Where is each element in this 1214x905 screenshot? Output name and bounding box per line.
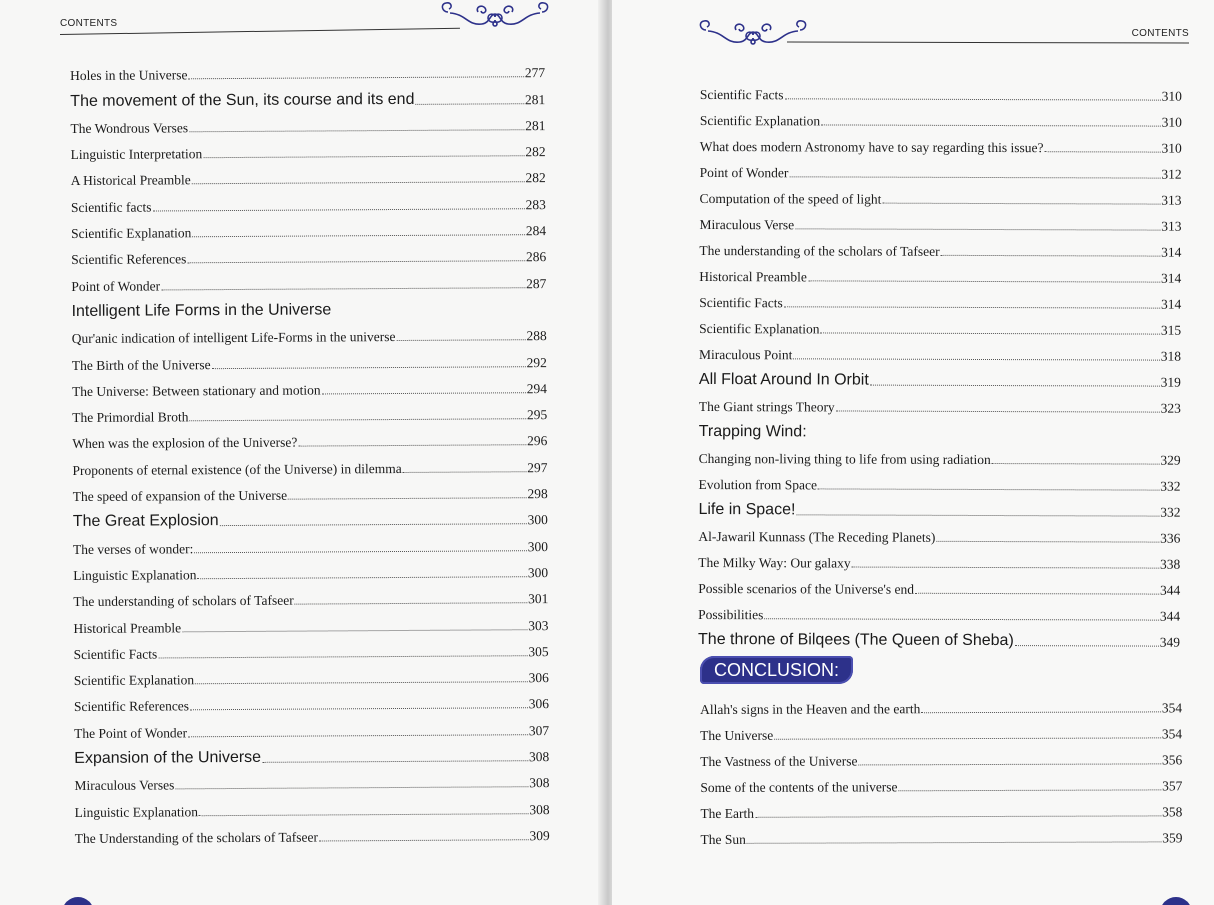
toc-page-number: 344: [1159, 608, 1181, 624]
toc-entry-title: Historical Preamble: [73, 619, 182, 636]
dot-leader: [821, 123, 1160, 126]
toc-page-number: 344: [1159, 582, 1181, 598]
toc-list-left: [70, 55, 550, 847]
toc-list-right: [698, 77, 1182, 651]
dot-leader: [288, 496, 526, 499]
dot-leader: [203, 154, 524, 158]
toc-page-number: 283: [525, 196, 546, 213]
toc-entry[interactable]: [71, 187, 546, 216]
dot-leader: [319, 838, 529, 841]
dot-leader: [852, 566, 1159, 569]
conclusion-section-badge: CONCLUSION:: [700, 656, 853, 684]
toc-entry[interactable]: [699, 337, 1181, 365]
toc-entry[interactable]: [699, 259, 1181, 287]
toc-entry-title: Point of Wonder: [71, 278, 161, 294]
toc-entry-title: The Sun: [700, 831, 746, 847]
toc-entry-title: The verses of wonder:: [72, 540, 194, 557]
toc-entry-title: Some of the contents of the universe: [700, 779, 898, 795]
toc-page-number: 286: [525, 249, 547, 265]
toc-entry-title: Miraculous Point: [699, 346, 793, 363]
dot-leader: [836, 409, 1160, 412]
toc-page-number: 287: [526, 275, 547, 291]
toc-entry[interactable]: [73, 528, 548, 557]
toc-page-number: 323: [1160, 400, 1181, 416]
toc-entry[interactable]: [700, 77, 1182, 105]
toc-page-number: 300: [527, 565, 549, 581]
toc-entry-title: The movement of the Sun, its course and its end: [70, 90, 415, 110]
toc-entry-title: Scientific Facts: [699, 294, 783, 311]
toc-page-number: 292: [526, 354, 547, 370]
toc-entry[interactable]: [699, 207, 1181, 235]
toc-page-number: 332: [1160, 478, 1181, 494]
dot-leader: [158, 654, 527, 658]
toc-entry[interactable]: [73, 476, 548, 505]
toc-page-number: 306: [528, 670, 549, 686]
dot-leader: [322, 391, 526, 394]
toc-page-number: 312: [1161, 166, 1182, 182]
dot-leader: [262, 759, 528, 763]
toc-page-number: 314: [1161, 244, 1182, 260]
header-rule-left: [60, 28, 460, 35]
toc-entry-title: Al-Jawaril Kunnass (The Receding Planets): [698, 528, 936, 545]
toc-page-number: 282: [525, 170, 546, 186]
right-page: [612, 0, 1214, 905]
toc-entry-title: Possibilities: [698, 606, 764, 623]
toc-entry-title: Linguistic Interpretation: [70, 146, 203, 163]
toc-page-number: 314: [1160, 296, 1182, 312]
dot-leader: [818, 487, 1159, 490]
toc-entry[interactable]: [70, 134, 545, 163]
toc-entry-title: Scientific References: [71, 251, 187, 268]
toc-entry[interactable]: [700, 794, 1182, 822]
toc-entry-title: The Earth: [700, 805, 755, 821]
toc-page-number: 310: [1161, 140, 1182, 156]
toc-entry-title: Scientific Facts: [73, 646, 158, 662]
toc-entry[interactable]: [699, 233, 1181, 261]
toc-entry[interactable]: [72, 397, 547, 426]
toc-page-number: 349: [1159, 634, 1181, 650]
toc-entry[interactable]: [73, 581, 548, 610]
toc-entry[interactable]: [72, 371, 547, 400]
toc-entry[interactable]: [700, 716, 1182, 744]
toc-page-number: 313: [1161, 192, 1182, 208]
toc-entry-title: The Milky Way: Our galaxy: [698, 554, 851, 571]
toc-page-number: 314: [1161, 270, 1182, 286]
dot-leader: [194, 549, 526, 553]
dot-leader: [192, 233, 524, 237]
toc-entry[interactable]: [72, 318, 547, 347]
dot-leader: [808, 279, 1160, 282]
toc-page-number: 359: [1162, 830, 1183, 846]
dot-leader: [192, 181, 525, 185]
toc-page-number: 281: [524, 91, 546, 107]
dot-leader: [190, 707, 528, 711]
toc-entry-title: The speed of expansion of the Universe: [72, 487, 288, 505]
toc-entry-title: Possible scenarios of the Universe's end: [698, 580, 915, 597]
dot-leader: [403, 470, 527, 473]
dot-leader: [188, 733, 528, 737]
dot-leader: [295, 601, 527, 604]
toc-entry[interactable]: [699, 285, 1181, 313]
toc-page-number: 277: [524, 65, 546, 81]
toc-entry[interactable]: [72, 423, 547, 452]
toc-entry-title: The understanding of the scholars of Tafseer: [699, 242, 940, 259]
toc-page-number: 310: [1161, 88, 1182, 104]
dot-leader: [747, 840, 1161, 843]
toc-section-heading[interactable]: [698, 623, 1180, 651]
toc-entry[interactable]: [698, 571, 1180, 599]
toc-page-number: 332: [1160, 504, 1181, 520]
toc-entry-title: The Great Explosion: [72, 512, 219, 531]
toc-section-heading[interactable]: [699, 415, 1181, 443]
dot-leader: [1045, 150, 1161, 152]
dot-leader: [161, 286, 525, 290]
toc-entry-title: Expansion of the Universe: [74, 748, 262, 768]
toc-entry[interactable]: [74, 791, 549, 820]
toc-page-number: 297: [527, 459, 548, 475]
toc-entry[interactable]: [71, 160, 546, 189]
dot-leader: [220, 523, 527, 527]
toc-list-conclusion: [700, 690, 1183, 848]
toc-entry-title: The understanding of scholars of Tafseer: [73, 592, 294, 610]
header-rule-right: [787, 41, 1189, 43]
toc-page-number: 305: [528, 643, 549, 660]
toc-entry-title: The Primordial Broth: [72, 409, 189, 426]
toc-page-number: 310: [1161, 114, 1182, 130]
toc-section-heading[interactable]: [699, 363, 1181, 391]
dot-leader: [1015, 644, 1159, 647]
toc-entry[interactable]: [70, 55, 545, 84]
toc-page-number: 284: [525, 223, 547, 239]
toc-entry-title: Allah's signs in the Heaven and the earth: [700, 701, 921, 717]
left-page: [0, 0, 603, 905]
flourish-ornament-icon: [696, 18, 810, 50]
toc-entry-title: All Float Around In Orbit: [698, 370, 869, 389]
toc-entry[interactable]: [72, 344, 547, 373]
toc-page-number: 336: [1160, 530, 1181, 546]
toc-entry-title: The Giant strings Theory: [698, 398, 835, 415]
dot-leader: [941, 254, 1161, 257]
dot-leader: [182, 628, 527, 632]
dot-leader: [870, 384, 1160, 387]
toc-entry-title: The Universe: Between stationary and motion: [71, 382, 321, 399]
toc-page-number: 282: [525, 144, 546, 160]
toc-entry[interactable]: [699, 389, 1181, 417]
toc-entry-title: The Universe: [700, 727, 774, 743]
toc-entry-title: Linguistic Explanation: [73, 567, 197, 583]
dot-leader: [992, 462, 1160, 465]
dot-leader: [808, 436, 1180, 438]
toc-page-number: 294: [526, 380, 548, 397]
dot-leader: [212, 365, 526, 369]
toc-page-number: 308: [529, 801, 550, 817]
dot-leader: [415, 102, 524, 105]
toc-entry-title: Trapping Wind:: [698, 422, 807, 441]
toc-page-number: 288: [526, 328, 547, 344]
toc-entry[interactable]: [700, 690, 1182, 718]
toc-entry-title: Proponents of eternal existence (of the Universe) in dilemma: [72, 460, 402, 478]
toc-entry-title: Computation of the speed of light: [699, 190, 882, 207]
dot-leader: [175, 786, 528, 790]
toc-page-number: 307: [528, 722, 550, 738]
toc-page-number: 300: [527, 538, 549, 554]
dot-leader: [153, 207, 525, 211]
dot-leader: [198, 575, 527, 579]
dot-leader: [789, 175, 1160, 178]
toc-entry-title: The Understanding of the scholars of Tafseer: [74, 829, 319, 846]
toc-page-number: 298: [527, 486, 548, 502]
dot-leader: [784, 305, 1160, 308]
toc-entry-title: Scientific References: [73, 698, 190, 715]
toc-section-heading[interactable]: [74, 739, 549, 768]
flourish-ornament-icon: [438, 0, 552, 32]
toc-entry[interactable]: [73, 555, 548, 584]
toc-entry[interactable]: [698, 519, 1180, 547]
toc-entry[interactable]: [700, 768, 1182, 796]
dot-leader: [882, 202, 1160, 205]
dot-leader: [755, 814, 1161, 817]
dot-leader: [936, 540, 1159, 543]
toc-page-number: 338: [1160, 556, 1181, 572]
toc-entry-title: The Birth of the Universe: [71, 356, 211, 373]
dot-leader: [199, 812, 528, 816]
running-head-right: CONTENTS: [1131, 28, 1189, 39]
page-tab-right: [1160, 897, 1192, 905]
toc-entry-title: Linguistic Explanation: [74, 803, 199, 820]
dot-leader: [332, 313, 545, 315]
toc-entry[interactable]: [70, 108, 545, 137]
toc-entry[interactable]: [699, 441, 1181, 469]
toc-entry-title: The Wondrous Verses: [70, 120, 189, 136]
toc-entry-title: Scientific facts: [70, 199, 152, 215]
dot-leader: [187, 260, 525, 264]
toc-page-number: 308: [528, 749, 550, 765]
dot-leader: [396, 338, 525, 341]
toc-entry[interactable]: [700, 181, 1182, 209]
toc-page-number: 357: [1162, 778, 1183, 794]
toc-entry-title: When was the explosion of the Universe?: [72, 435, 298, 452]
dot-leader: [189, 128, 524, 132]
toc-entry[interactable]: [74, 660, 549, 689]
toc-entry[interactable]: [698, 597, 1180, 625]
running-head-left: CONTENTS: [60, 18, 118, 29]
toc-section-heading[interactable]: [698, 493, 1180, 521]
toc-entry-title: A Historical Preamble: [70, 172, 191, 189]
toc-entry-title: Point of Wonder: [699, 164, 789, 181]
toc-page-number: 296: [527, 433, 548, 449]
toc-entry-title: Miraculous Verse: [699, 216, 795, 233]
toc-entry-title: Evolution from Space: [698, 476, 818, 493]
toc-section-heading[interactable]: [71, 292, 546, 321]
toc-entry[interactable]: [74, 713, 549, 742]
toc-entry[interactable]: [71, 265, 546, 294]
toc-page-number: 300: [527, 512, 548, 528]
dot-leader: [795, 227, 1160, 230]
toc-entry[interactable]: [700, 155, 1182, 183]
toc-entry-title: Scientific Explanation: [71, 225, 192, 242]
toc-page-number: 319: [1160, 374, 1181, 390]
toc-entry-title: Intelligent Life Forms in the Universe: [71, 301, 332, 320]
toc-entry[interactable]: [72, 450, 547, 479]
toc-entry-title: Life in Space!: [698, 500, 796, 519]
toc-entry[interactable]: [73, 607, 548, 636]
toc-entry[interactable]: [700, 820, 1182, 848]
toc-page-number: 306: [528, 696, 550, 712]
dot-leader: [796, 513, 1159, 516]
toc-page-number: 281: [525, 117, 546, 134]
toc-entry-title: Scientific Explanation: [699, 320, 820, 337]
toc-entry[interactable]: [700, 103, 1182, 131]
dot-leader: [820, 331, 1159, 334]
dot-leader: [915, 592, 1159, 595]
toc-entry-title: The Vastness of the Universe: [700, 753, 858, 769]
toc-page-number: 308: [529, 775, 550, 791]
dot-leader: [899, 788, 1162, 791]
toc-entry[interactable]: [74, 686, 549, 715]
page-tab-left: [62, 897, 94, 905]
toc-entry-title: Scientific Facts: [699, 86, 784, 103]
toc-page-number: 354: [1161, 700, 1183, 716]
dot-leader: [785, 97, 1161, 100]
dot-leader: [793, 357, 1159, 360]
toc-entry[interactable]: [71, 213, 546, 242]
toc-page-number: 295: [526, 407, 548, 423]
toc-entry[interactable]: [71, 239, 546, 268]
toc-entry-title: Miraculous Verses: [74, 777, 175, 794]
toc-page-number: 358: [1162, 804, 1183, 820]
dot-leader: [188, 76, 523, 80]
dot-leader: [764, 617, 1158, 620]
toc-entry[interactable]: [698, 545, 1180, 573]
toc-page-number: 354: [1161, 726, 1183, 742]
toc-page-number: 318: [1160, 348, 1182, 364]
toc-entry-title: Scientific Explanation: [699, 112, 821, 129]
toc-entry-title: Scientific Explanation: [73, 672, 195, 689]
toc-page-number: 301: [528, 591, 549, 607]
toc-entry[interactable]: [74, 765, 549, 794]
toc-entry[interactable]: [699, 467, 1181, 495]
toc-page-number: 309: [529, 827, 550, 844]
dot-leader: [195, 680, 527, 684]
toc-entry[interactable]: [700, 742, 1182, 770]
dot-leader: [298, 444, 526, 447]
toc-entry-title: Historical Preamble: [699, 268, 807, 285]
toc-section-heading[interactable]: [73, 502, 548, 531]
toc-entry[interactable]: [75, 818, 550, 847]
toc-entry-title: The Point of Wonder: [74, 725, 188, 741]
toc-section-heading[interactable]: [70, 81, 545, 110]
toc-entry[interactable]: [699, 311, 1181, 339]
toc-entry-title: Qur'anic indication of intelligent Life-Forms in the universe: [71, 329, 396, 347]
toc-page-number: 329: [1160, 452, 1181, 468]
dot-leader: [921, 710, 1161, 713]
toc-page-number: 303: [528, 617, 549, 633]
toc-entry-title: The throne of Bilqees (The Queen of Sheba): [698, 630, 1014, 650]
toc-entry[interactable]: [74, 634, 549, 663]
toc-entry[interactable]: [700, 129, 1182, 157]
dot-leader: [858, 762, 1161, 765]
toc-entry-title: Holes in the Universe: [70, 67, 188, 84]
toc-page-number: 315: [1160, 322, 1182, 338]
dot-leader: [189, 417, 526, 421]
dot-leader: [774, 736, 1161, 739]
toc-entry-title: Changing non-living thing to life from using radiation: [698, 450, 991, 468]
toc-entry-title: What does modern Astronomy have to say regarding this issue?: [699, 138, 1044, 156]
toc-page-number: 356: [1161, 752, 1183, 768]
toc-page-number: 313: [1161, 218, 1182, 234]
